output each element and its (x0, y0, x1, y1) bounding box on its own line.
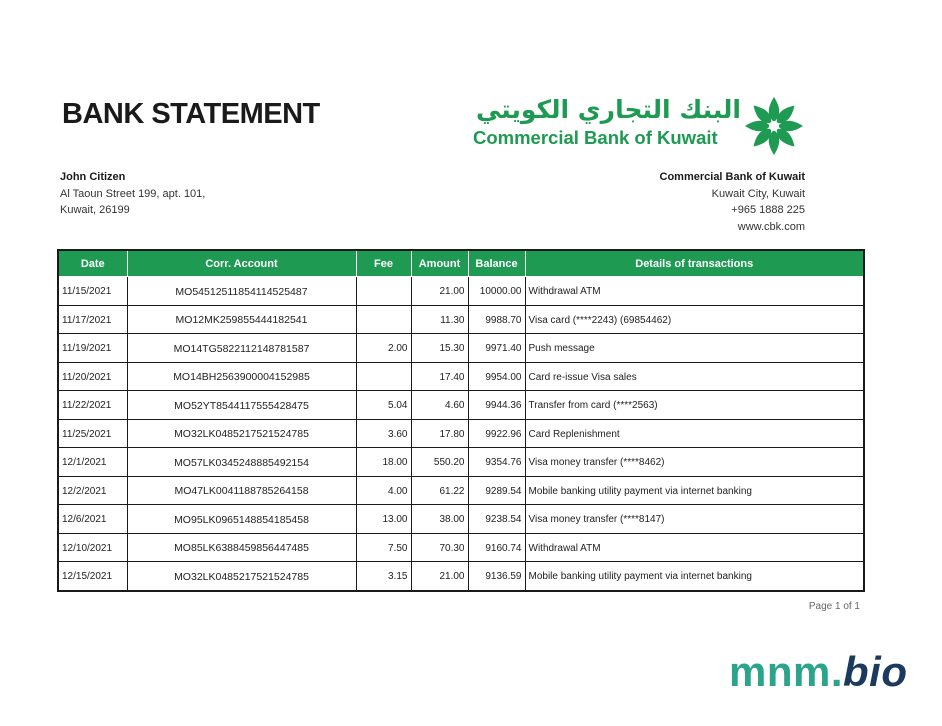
table-row (58, 277, 864, 306)
cell-account: MO14BH2563900004152985 (127, 362, 356, 391)
table-header-row (58, 250, 864, 277)
header-amount: Amount (411, 250, 468, 277)
cell-amount: 38.00 (411, 505, 468, 534)
table-row (58, 362, 864, 391)
table-row (58, 305, 864, 334)
cell-details: Withdrawal ATM (525, 277, 864, 306)
cell-date: 12/2/2021 (58, 476, 127, 505)
cell-details: Visa card (****2243) (69854462) (525, 305, 864, 334)
cell-amount: 550.20 (411, 448, 468, 477)
cell-account: MO52YT8544117555428475 (127, 391, 356, 420)
cell-account: MO57LK0345248885492154 (127, 448, 356, 477)
header-date: Date (58, 250, 127, 277)
cell-balance: 9289.54 (468, 476, 525, 505)
cell-balance: 9160.74 (468, 533, 525, 562)
cell-account: MO14TG5822112148781587 (127, 334, 356, 363)
logo-arabic-name: البنك التجاري الكويتي (476, 95, 741, 124)
bank-name: Commercial Bank of Kuwait (659, 171, 805, 183)
star-logo-icon (743, 95, 805, 157)
cell-date: 11/25/2021 (58, 419, 127, 448)
logo-english-name: Commercial Bank of Kuwait (473, 127, 718, 148)
cell-balance: 9988.70 (468, 305, 525, 334)
cell-fee: 3.15 (356, 562, 411, 591)
table-row (58, 562, 864, 591)
header-fee: Fee (356, 250, 411, 277)
bank-phone: +965 1888 225 (731, 204, 805, 216)
watermark (729, 648, 908, 696)
cell-date: 12/10/2021 (58, 533, 127, 562)
cell-fee: 3.60 (356, 419, 411, 448)
header-balance: Balance (468, 250, 525, 277)
cell-balance: 10000.00 (468, 277, 525, 306)
cell-fee: 18.00 (356, 448, 411, 477)
customer-info (60, 169, 205, 219)
cell-amount: 21.00 (411, 277, 468, 306)
cell-balance: 9136.59 (468, 562, 525, 591)
cell-balance: 9944.36 (468, 391, 525, 420)
cell-details: Transfer from card (****2563) (525, 391, 864, 420)
cell-fee (356, 362, 411, 391)
cell-date: 12/6/2021 (58, 505, 127, 534)
page-number: Page 1 of 1 (808, 601, 860, 612)
cell-balance: 9238.54 (468, 505, 525, 534)
cell-details: Mobile banking utility payment via internet banking (525, 476, 864, 505)
bank-logo (470, 95, 810, 157)
cell-fee (356, 277, 411, 306)
header-details: Details of transactions (525, 250, 864, 277)
bank-info (660, 169, 805, 235)
cell-amount: 61.22 (411, 476, 468, 505)
cell-balance: 9971.40 (468, 334, 525, 363)
cell-account: MO47LK0041188785264158 (127, 476, 356, 505)
cell-account: MO32LK0485217521524785 (127, 419, 356, 448)
bank-city: Kuwait City, Kuwait (711, 187, 805, 200)
cell-date: 12/15/2021 (58, 562, 127, 591)
cell-fee: 2.00 (356, 334, 411, 363)
cell-account: MO95LK0965148854185458 (127, 505, 356, 534)
watermark-part2: bio (843, 648, 908, 695)
cell-account: MO32LK0485217521524785 (127, 562, 356, 591)
cell-date: 11/22/2021 (58, 391, 127, 420)
cell-amount: 21.00 (411, 562, 468, 591)
transactions-table (57, 249, 865, 592)
cell-balance: 9922.96 (468, 419, 525, 448)
cell-fee: 13.00 (356, 505, 411, 534)
table-row (58, 533, 864, 562)
cell-fee: 5.04 (356, 391, 411, 420)
table-row (58, 419, 864, 448)
table-row (58, 505, 864, 534)
cell-fee (356, 305, 411, 334)
cell-details: Visa money transfer (****8147) (525, 505, 864, 534)
table-row (58, 334, 864, 363)
cell-date: 11/19/2021 (58, 334, 127, 363)
header-account: Corr. Account (127, 250, 356, 277)
cell-details: Withdrawal ATM (525, 533, 864, 562)
cell-fee: 7.50 (356, 533, 411, 562)
cell-balance: 9954.00 (468, 362, 525, 391)
cell-amount: 4.60 (411, 391, 468, 420)
table-row (58, 448, 864, 477)
watermark-part1: mnm. (729, 648, 844, 695)
cell-amount: 11.30 (411, 305, 468, 334)
cell-details: Push message (525, 334, 864, 363)
cell-date: 11/20/2021 (58, 362, 127, 391)
cell-date: 11/15/2021 (58, 277, 127, 306)
table-row (58, 476, 864, 505)
cell-date: 11/17/2021 (58, 305, 127, 334)
customer-address-line1: Al Taoun Street 199, apt. 101, (60, 187, 206, 200)
document-title: BANK STATEMENT (62, 98, 320, 130)
cell-account: MO85LK6388459856447485 (127, 533, 356, 562)
cell-amount: 17.40 (411, 362, 468, 391)
cell-details: Visa money transfer (****8462) (525, 448, 864, 477)
cell-account: MO54512511854114525487 (127, 277, 356, 306)
cell-amount: 17.80 (411, 419, 468, 448)
cell-details: Card re-issue Visa sales (525, 362, 864, 391)
cell-fee: 4.00 (356, 476, 411, 505)
cell-date: 12/1/2021 (58, 448, 127, 477)
cell-amount: 70.30 (411, 533, 468, 562)
cell-details: Card Replenishment (525, 419, 864, 448)
customer-name: John Citizen (60, 171, 126, 183)
customer-address-line2: Kuwait, 26199 (60, 204, 130, 216)
cell-account: MO12MK259855444182541 (127, 305, 356, 334)
table-row (58, 391, 864, 420)
bank-website: www.cbk.com (737, 220, 805, 233)
cell-amount: 15.30 (411, 334, 468, 363)
cell-balance: 9354.76 (468, 448, 525, 477)
cell-details: Mobile banking utility payment via internet banking (525, 562, 864, 591)
